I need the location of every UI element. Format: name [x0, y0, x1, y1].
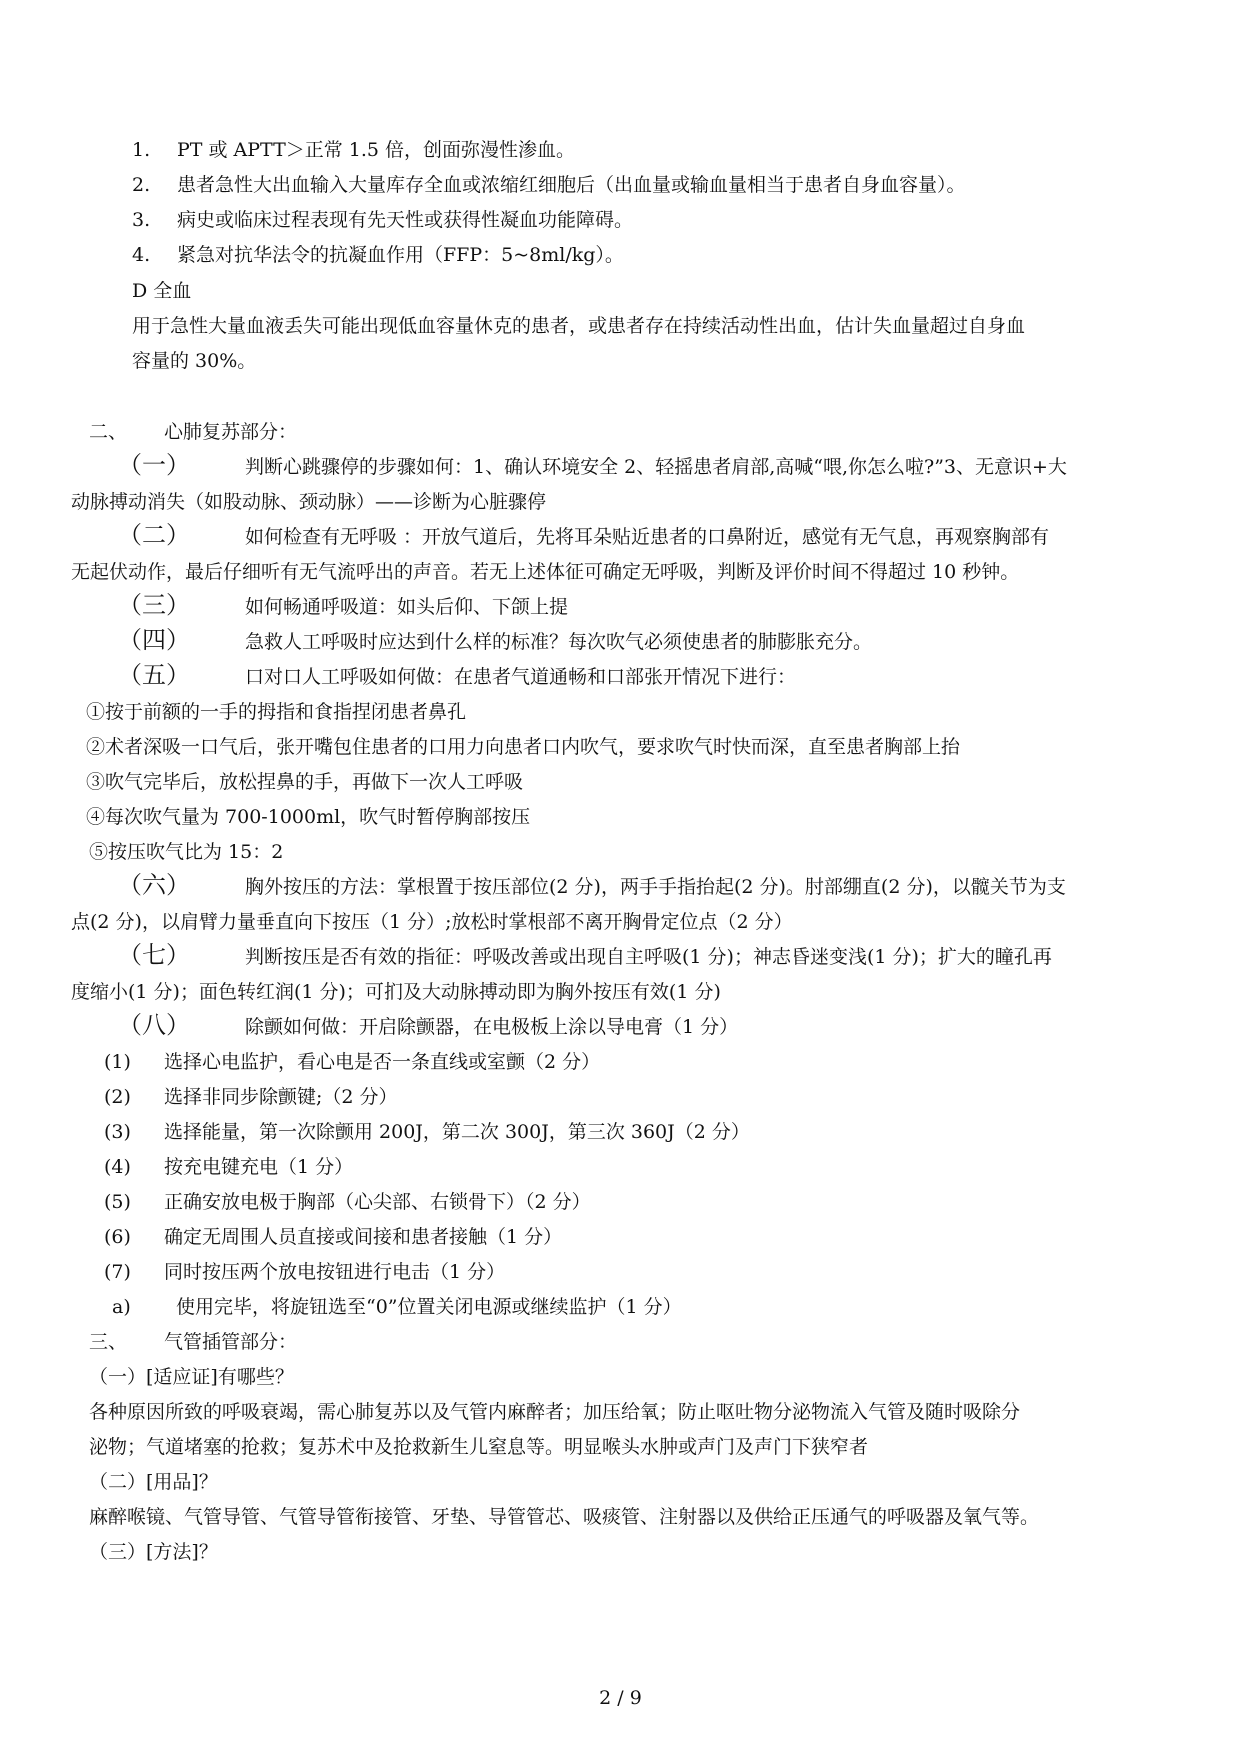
list-number: 3.: [132, 209, 151, 231]
paragraph-line: 除颤如何做：开启除颤器，在电极板上涂以导电膏（1 分）: [245, 1016, 739, 1038]
paragraph-line: 急救人工呼吸时应达到什么样的标准？每次吹气必须使患者的肺膨胀充分。: [245, 631, 873, 653]
step-item: 按充电键充电（1 分）: [164, 1156, 354, 1178]
step-item: 选择心电监护，看心电是否一条直线或室颤（2 分）: [164, 1051, 601, 1073]
subsection-title: （二）[用品]？: [89, 1471, 218, 1493]
list-item: 紧急对抗华法令的抗凝血作用（FFP：5~8ml/kg）。: [177, 244, 624, 266]
sub-step-number: a): [112, 1296, 131, 1318]
step-number: (3): [104, 1121, 131, 1143]
paragraph-line: 如何检查有无呼吸 ：开放气道后，先将耳朵贴近患者的口鼻附近，感觉有无气息，再观察胸部有: [245, 526, 1050, 548]
section-title: D 全血: [132, 280, 192, 302]
question-number: （八）: [118, 1011, 190, 1039]
step-number: (4): [104, 1156, 131, 1178]
sub-step-item: 使用完毕，将旋钮选至“0”位置关闭电源或继续监护（1 分）: [176, 1296, 682, 1318]
list-number: 4.: [132, 244, 151, 266]
paragraph-line: 度缩小(1 分)；面色转红润(1 分)；可扪及大动脉搏动即为胸外按压有效(1 分): [71, 981, 721, 1003]
step-item: ②术者深吸一口气后，张开嘴包住患者的口用力向患者口内吹气，要求吹气时快而深，直至患者胸部上抬: [86, 736, 961, 758]
list-number: 2.: [132, 174, 151, 196]
step-item: ④每次吹气量为 700-1000ml，吹气时暂停胸部按压: [86, 806, 531, 828]
paragraph-line: 各种原因所致的呼吸衰竭，需心肺复苏以及气管内麻醉者；加压给氧；防止呕吐物分泌物流入气管及随时吸除分: [89, 1401, 1021, 1423]
step-number: (7): [104, 1261, 131, 1283]
step-number: (6): [104, 1226, 131, 1248]
step-item: ⑤按压吹气比为 15：2: [89, 841, 284, 863]
step-item: 选择非同步除颤键;（2 分）: [164, 1086, 398, 1108]
step-number: (5): [104, 1191, 131, 1213]
paragraph-line: 点(2 分)，以肩臂力量垂直向下按压（1 分）;放松时掌根部不离开胸骨定位点（2 分）: [71, 911, 793, 933]
page-number: 2 / 9: [599, 1687, 642, 1709]
question-number: （二）: [118, 521, 190, 549]
paragraph-line: 判断按压是否有效的指征：呼吸改善或出现自主呼吸(1 分)；神志昏迷变浅(1 分)；扩大的瞳孔再: [245, 946, 1052, 968]
question-number: （三）: [118, 591, 190, 619]
step-item: 同时按压两个放电按钮进行电击（1 分）: [164, 1261, 506, 1283]
question-number: （七）: [118, 941, 190, 969]
paragraph-line: 无起伏动作，最后仔细听有无气流呼出的声音。若无上述体征可确定无呼吸，判断及评价时间不得超过 10 秒钟。: [71, 561, 1020, 583]
question-number: （五）: [118, 661, 190, 689]
question-number: （六）: [118, 871, 190, 899]
section-heading: 心肺复苏部分：: [164, 421, 298, 443]
section-heading: 气管插管部分：: [164, 1331, 298, 1353]
paragraph-line: 泌物；气道堵塞的抢救；复苏术中及抢救新生儿窒息等。明显喉头水肿或声门及声门下狭窄者: [89, 1436, 869, 1458]
step-item: ①按于前额的一手的拇指和食指捏闭患者鼻孔: [86, 701, 467, 723]
section-heading-number: 二、: [89, 421, 128, 443]
paragraph-line: 如何畅通呼吸道：如头后仰、下颌上提: [245, 596, 569, 618]
step-item: ③吹气完毕后，放松捏鼻的手，再做下一次人工呼吸: [86, 771, 524, 793]
step-number: (2): [104, 1086, 131, 1108]
list-item: 患者急性大出血输入大量库存全血或浓缩红细胞后（出血量或输血量相当于患者自身血容量）。: [177, 174, 966, 196]
paragraph-line: 判断心跳骤停的步骤如何：1、确认环境安全 2、轻摇患者肩部,高喊“喂,你怎么啦?”3、无意识+大: [245, 456, 1067, 478]
subsection-title: （三）[方法]？: [89, 1541, 218, 1563]
question-number: （四）: [118, 626, 190, 654]
list-number: 1.: [132, 139, 151, 161]
paragraph-line: 口对口人工呼吸如何做：在患者气道通畅和口部张开情况下进行：: [245, 666, 797, 688]
list-item: PT 或 APTT＞正常 1.5 倍，创面弥漫性渗血。: [177, 139, 576, 161]
paragraph-line: 胸外按压的方法：掌根置于按压部位(2 分)，两手手指抬起(2 分)。肘部绷直(2 分)，以髋关节为支: [245, 876, 1066, 898]
list-item: 病史或临床过程表现有先天性或获得性凝血功能障碍。: [177, 209, 634, 231]
step-item: 确定无周围人员直接或间接和患者接触（1 分）: [164, 1226, 563, 1248]
step-item: 选择能量，第一次除颤用 200J，第二次 300J，第三次 360J（2 分）: [164, 1121, 750, 1143]
paragraph-line: 容量的 30%。: [132, 350, 257, 372]
section-heading-number: 三、: [89, 1331, 128, 1353]
paragraph-line: 动脉搏动消失（如股动脉、颈动脉）——诊断为心脏骤停: [71, 491, 547, 513]
paragraph-line: 麻醉喉镜、气管导管、气管导管衔接管、牙垫、导管管芯、吸痰管、注射器以及供给正压通气的呼吸器及氧气等。: [89, 1506, 1040, 1528]
subsection-title: （一）[适应证]有哪些？: [89, 1366, 294, 1388]
step-number: (1): [104, 1051, 131, 1073]
paragraph-line: 用于急性大量血液丢失可能出现低血容量休克的患者，或患者存在持续活动性出血，估计失血量超过自身血: [132, 315, 1026, 337]
step-item: 正确安放电极于胸部（心尖部、右锁骨下）（2 分）: [164, 1191, 591, 1213]
question-number: （一）: [118, 451, 190, 479]
